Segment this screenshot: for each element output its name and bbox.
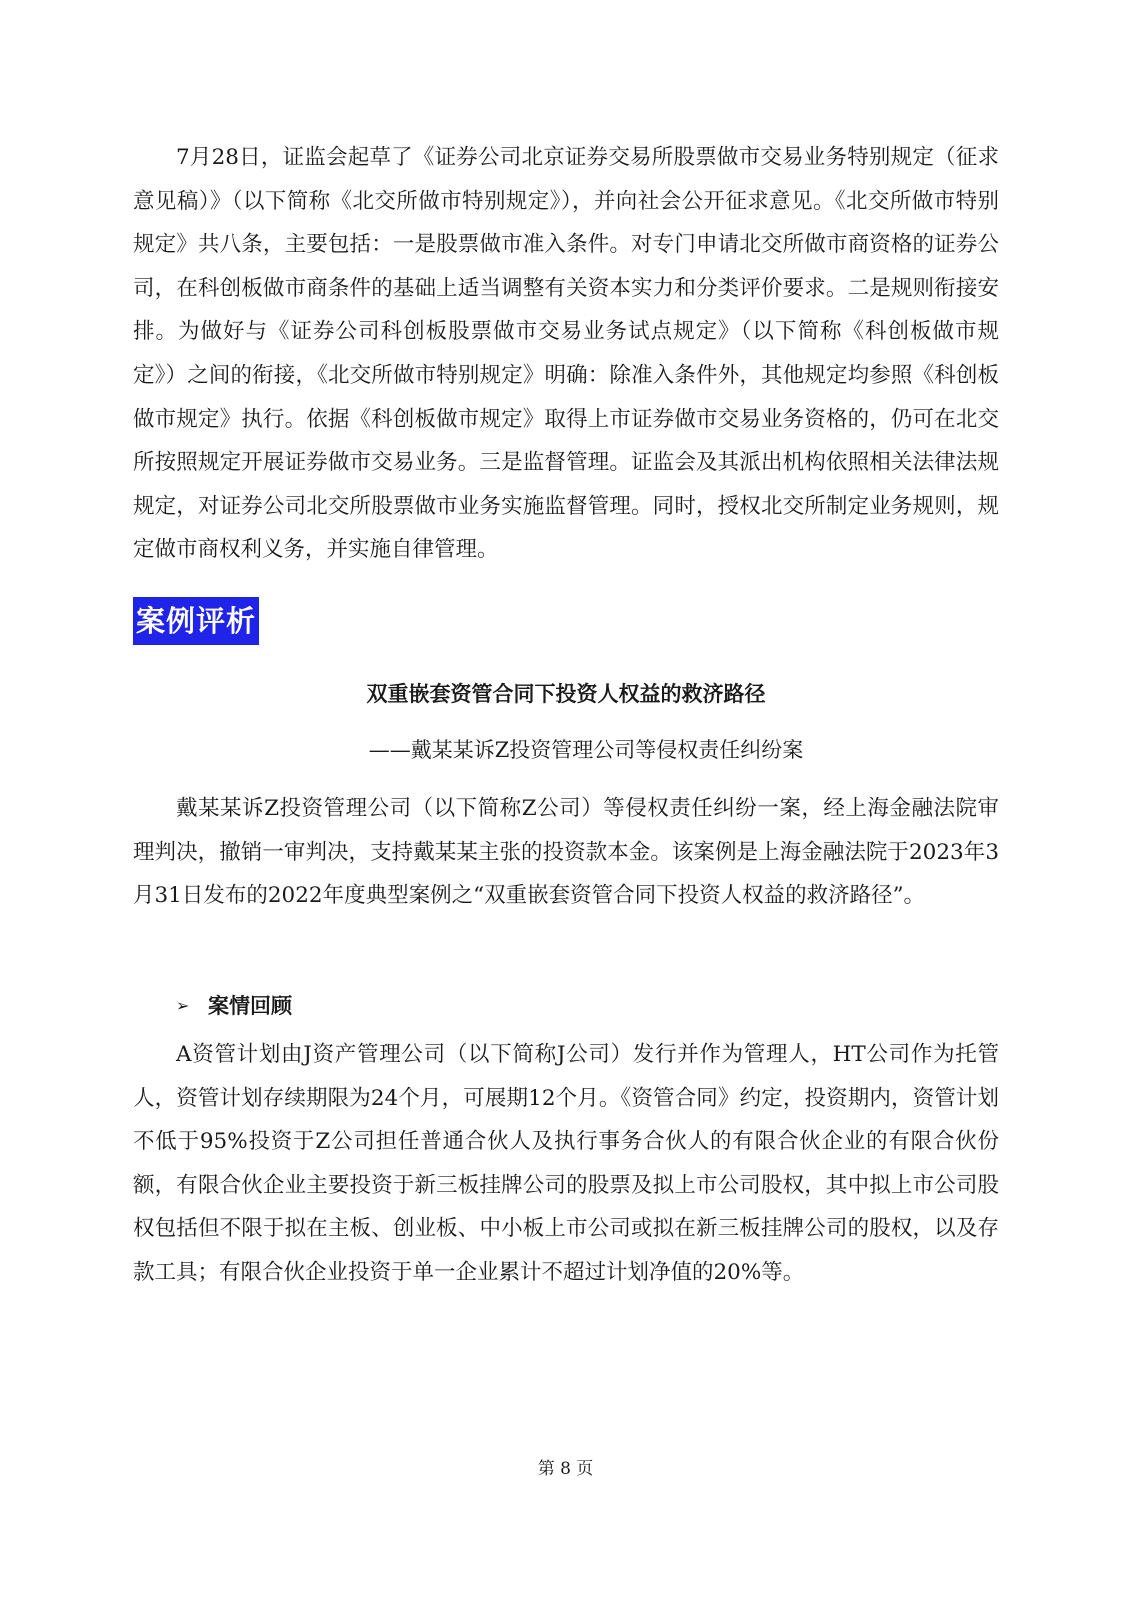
case-summary-paragraph: 戴某某诉Z投资管理公司（以下简称Z公司）等侵权责任纠纷一案，经上海金融法院审理判决，撤销一审判决，支持戴某某主张的投资款本金。该案例是上海金融法院于2023年3月31日发布的2022年度典型案例之“双重嵌套资管合同下投资人权益的救济路径”。 bbox=[133, 796, 999, 909]
case-facts-heading bbox=[176, 988, 292, 1024]
case-facts-heading-label: 案情回顾 bbox=[208, 994, 292, 1018]
case-subtitle: ——戴某某诉Z投资管理公司等侵权责任纠纷案 bbox=[368, 738, 804, 762]
case-title: 双重嵌套资管合同下投资人权益的救济路径 bbox=[366, 682, 766, 706]
section-banner-case-review: 案例评析 bbox=[133, 597, 259, 645]
intro-paragraph: 7月28日，证监会起草了《证券公司北京证券交易所股票做市交易业务特别规定（征求意见稿）》（以下简称《北交所做市特别规定》），并向社会公开征求意见。《北交所做市特别规定》共八条，主要包括：一是股票做市准入条件。对专门申请北交所做市商资格的证券公司，在科创板做市商条件的基础上适当调整有关资本实力和分类评价要求。二是规则衔接安排。为做好与《证券公司科创板股票做市交易业务试点规定》（以下简称《科创板做市规定》）之间的衔接，《北交所做市特别规定》明确：除准入条件外，其他规定均参照《科创板做市规定》执行。依据《科创板做市规定》取得上市证券做市交易业务资格的，仍可在北交所按照规定开展证券做市交易业务。三是监督管理。证监会及其派出机构依照相关法律法规规定，对证券公司北交所股票做市业务实施监督管理。同时，授权北交所制定业务规则，规定做市商权利义务，并实施自律管理。 bbox=[133, 145, 999, 563]
case-facts-paragraph: A资管计划由J资产管理公司（以下简称J公司）发行并作为管理人，HT公司作为托管人，资管计划存续期限为24个月，可展期12个月。《资管合同》约定，投资期内，资管计划不低于95%投资于Z公司担任普通合伙人及执行事务合伙人的有限合伙企业的有限合伙份额，有限合伙企业主要投资于新三板挂牌公司的股票及拟上市公司股权，其中拟上市公司股权包括但不限于拟在主板、创业板、中小板上市公司或拟在新三板挂牌公司的股权，以及存款工具；有限合伙企业投资于单一企业累计不超过计划净值的20%等。 bbox=[133, 1042, 999, 1285]
page-number: 第 8 页 bbox=[537, 1459, 594, 1479]
arrow-right-icon: ➢ bbox=[176, 996, 190, 1015]
